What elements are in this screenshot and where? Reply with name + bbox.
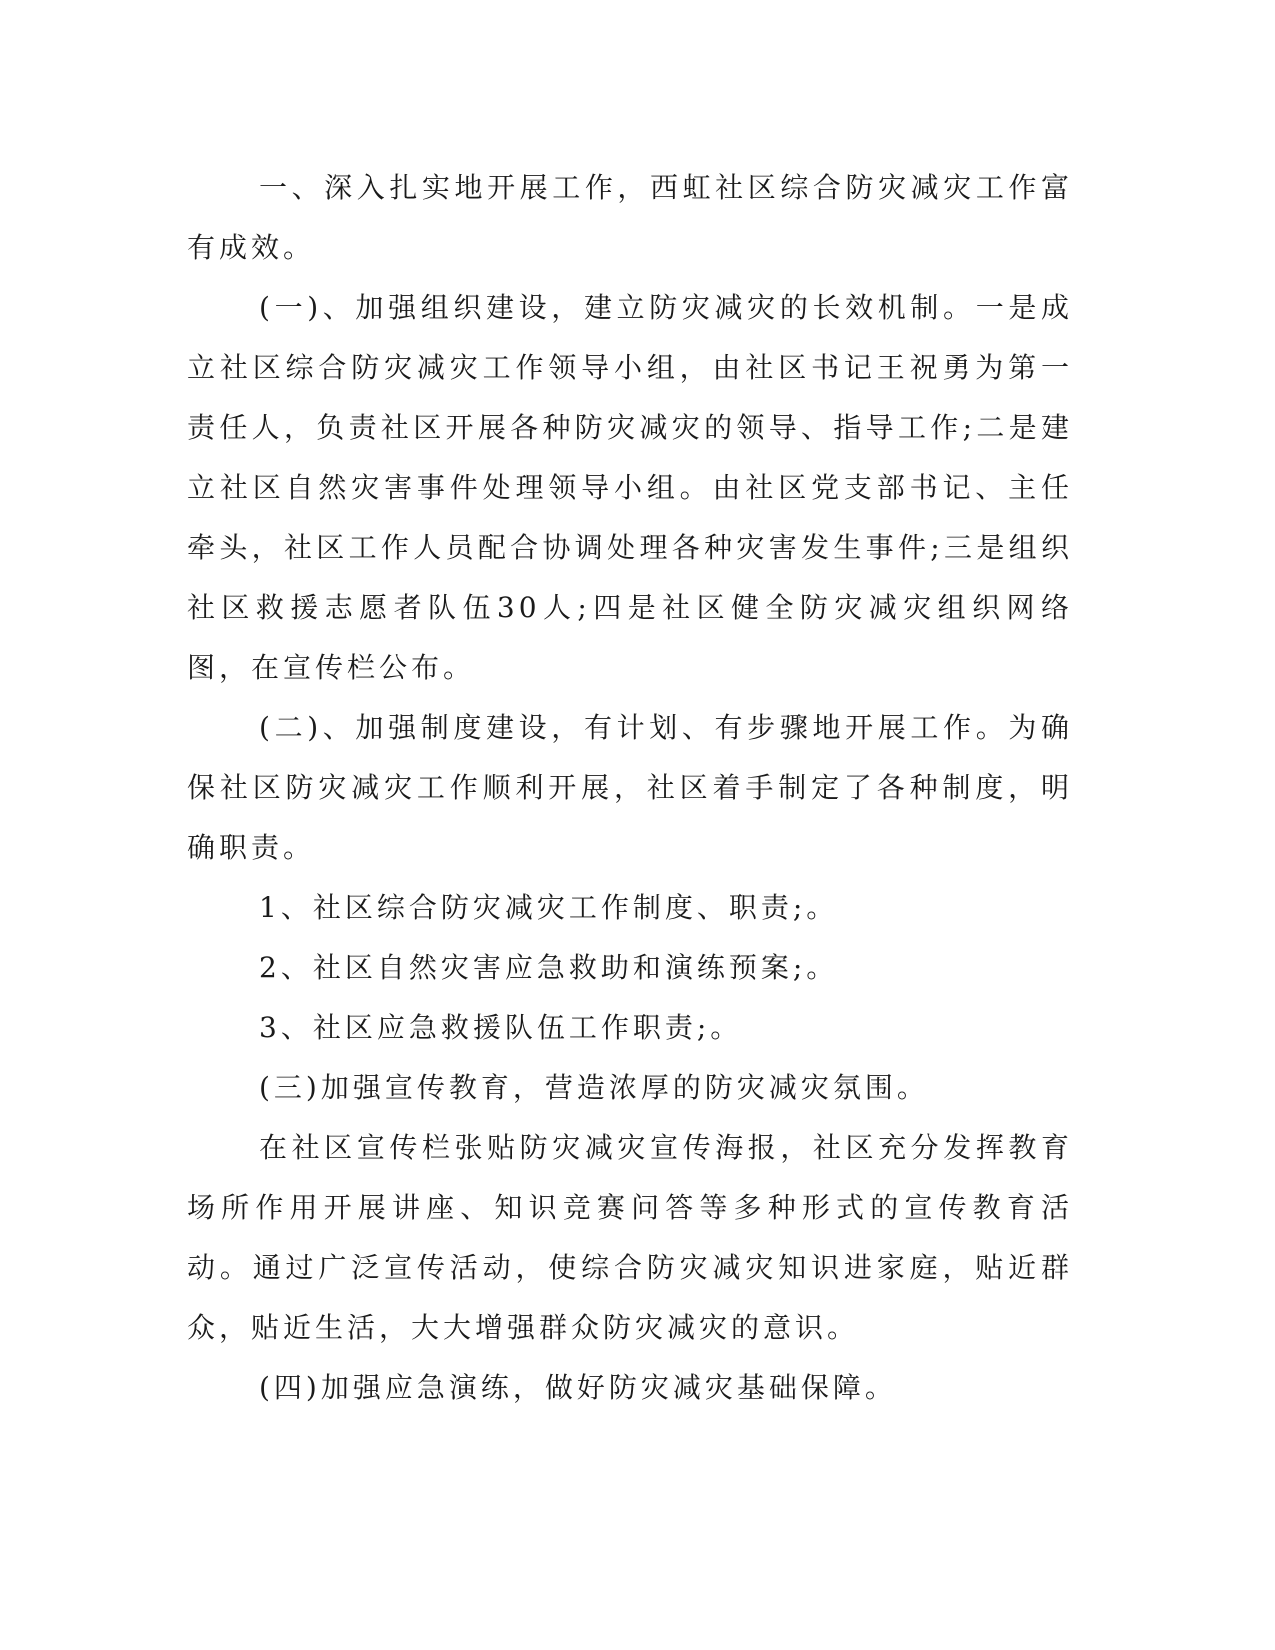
paragraph-section-one-heading: 一、深入扎实地开展工作，西虹社区综合防灾减灾工作富有成效。 [187, 171, 1073, 264]
paragraph-publicity: 在社区宣传栏张贴防灾减灾宣传海报，社区充分发挥教育场所作用开展讲座、知识竞赛问答等多种形式的宣传教育活动。通过广泛宣传活动，使综合防灾减灾知识进家庭，贴近群众，贴近生活，大大增强群众防灾减灾的意识。 [187, 1131, 1073, 1344]
list-item-1: 1、社区综合防灾减灾工作制度、职责;。 [259, 891, 839, 924]
paragraph-drill-heading: (四)加强应急演练，做好防灾减灾基础保障。 [259, 1371, 897, 1404]
list-item-2: 2、社区自然灾害应急救助和演练预案;。 [259, 951, 839, 984]
list-item-3: 3、社区应急救援队伍工作职责;。 [259, 1011, 743, 1044]
paragraph-publicity-heading: (三)加强宣传教育，营造浓厚的防灾减灾氛围。 [259, 1071, 929, 1104]
paragraph-system-building: (二)、加强制度建设，有计划、有步骤地开展工作。为确保社区防灾减灾工作顺利开展，社区着手制定了各种制度，明确职责。 [187, 711, 1073, 864]
document-body [187, 158, 1073, 1418]
paragraph-organization: (一)、加强组织建设，建立防灾减灾的长效机制。一是成立社区综合防灾减灾工作领导小组，由社区书记王祝勇为第一责任人，负责社区开展各种防灾减灾的领导、指导工作;二是建立社区自然灾害事件处理领导小组。由社区党支部书记、主任牵头，社区工作人员配合协调处理各种灾害发生事件;三是组织社区救援志愿者队伍30人;四是社区健全防灾减灾组织网络图，在宣传栏公布。 [187, 291, 1073, 684]
